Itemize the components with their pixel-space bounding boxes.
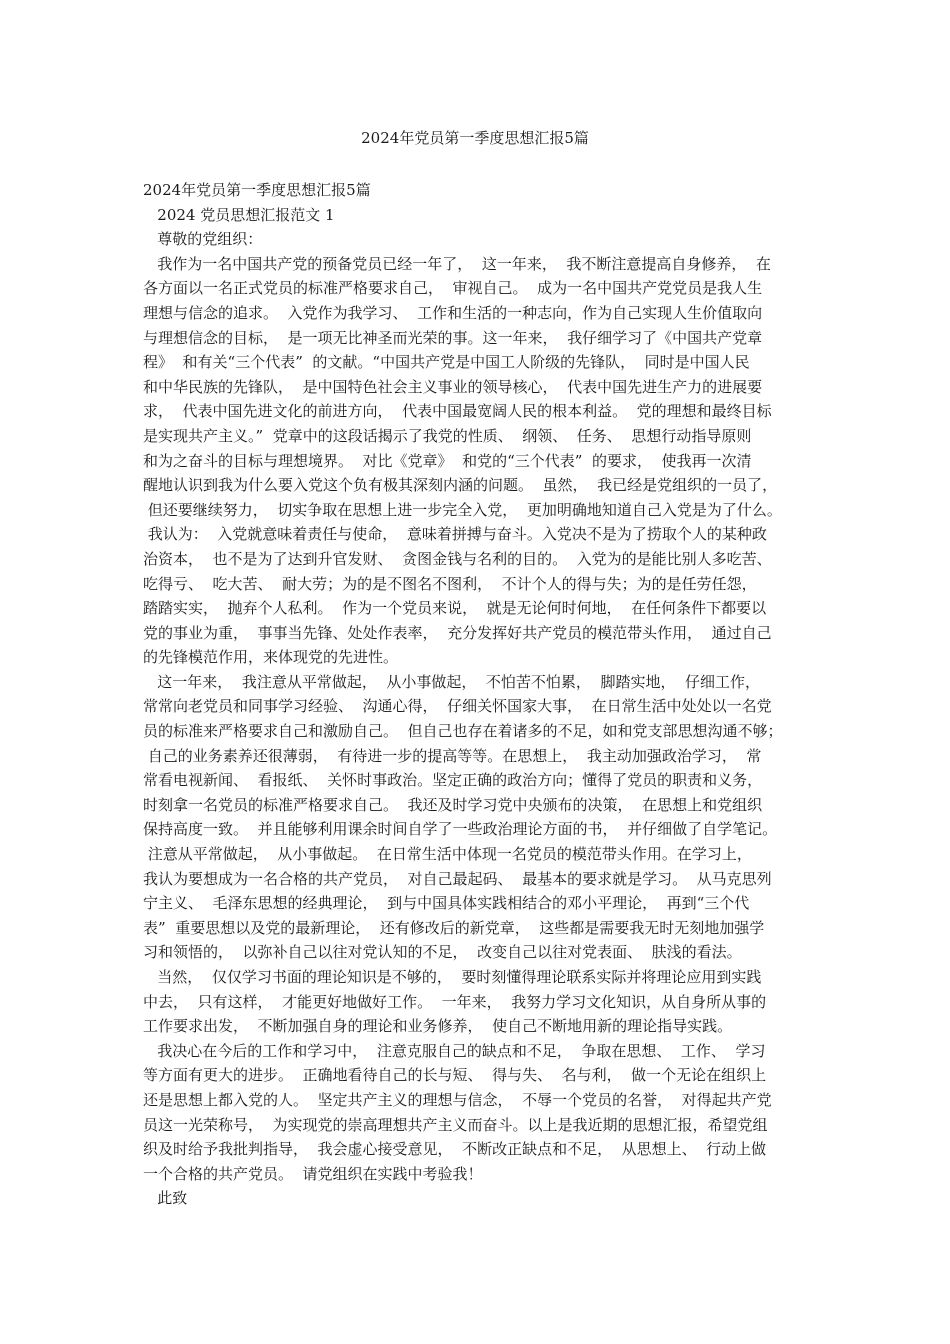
- body-line: 还是思想上都入党的人。 坚定共产主义的理想与信念， 不辱一个党员的名誉， 对得起共产党: [143, 1090, 772, 1109]
- body-line: 我决心在今后的工作和学习中， 注意克服自己的缺点和不足， 争取在思想、 工作、 学习: [143, 1041, 766, 1060]
- document-body: [143, 178, 843, 1211]
- body-line: 理想与信念的追求。 入党作为我学习、 工作和生活的一种志向，作为自己实现人生价值取向: [143, 303, 763, 322]
- body-line: 当然， 仅仅学习书面的理论知识是不够的， 要时刻懂得理论联系实际并将理论应用到实践: [143, 968, 762, 986]
- body-line: 2024 党员思想汇报范文 1: [143, 205, 335, 224]
- body-line: 此致: [143, 1189, 188, 1208]
- body-line: 和中华民族的先锋队， 是中国特色社会主义事业的领导核心， 代表中国先进生产力的进展要: [143, 377, 763, 396]
- body-line: 保持高度一致。 并且能够利用课余时间自学了一些政治理论方面的书， 并仔细做了自学笔记。: [143, 820, 778, 839]
- body-line: 我作为一名中国共产党的预备党员已经一年了， 这一年来， 我不断注意提高自身修养， 在: [143, 254, 771, 273]
- body-line: 尊敬的党组织：: [143, 230, 263, 249]
- body-line: 自己的业务素养还很薄弱， 有待进一步的提高等等。在思想上， 我主动加强政治学习， 常: [143, 746, 762, 765]
- body-line: 常常向老党员和同事学习经验、 沟通心得， 仔细关怀国家大事， 在日常生活中处处以一名党: [143, 697, 772, 716]
- body-line: 2024年党员第一季度思想汇报5篇: [143, 181, 371, 199]
- body-line: 是实现共产主义。” 党章中的这段话揭示了我党的性质、 纲领、 任务、 思想行动指导原则: [143, 426, 752, 445]
- body-line: 习和领悟的， 以弥补自己以往对党认知的不足， 改变自己以往对党表面、 肤浅的看法。: [143, 943, 742, 962]
- body-line: 注意从平常做起， 从小事做起。 在日常生活中体现一名党员的模范带头作用。在学习上，: [143, 845, 752, 864]
- body-line: 时刻拿一名党员的标准严格要求自己。 我还及时学习党中央颁布的决策， 在思想上和党组织: [143, 795, 763, 814]
- body-line: 我认为： 入党就意味着责任与使命， 意味着拼搏与奋斗。入党决不是为了捞取个人的某种政: [143, 525, 767, 544]
- body-line: 和为之奋斗的目标与理想境界。 对比《党章》 和党的“三个代表” 的要求， 使我再一次清: [143, 451, 752, 470]
- body-line: 表” 重要思想以及党的最新理论， 还有修改后的新党章， 这些都是需要我无时无刻地加强学: [143, 918, 765, 937]
- body-line: 等方面有更大的进步。 正确地看待自己的长与短、 得与失、 名与利， 做一个无论在组织上: [143, 1066, 767, 1085]
- body-line: 织及时给予我批判指导， 我会虚心接受意见， 不断改正缺点和不足， 从思想上、 行动上做: [143, 1140, 767, 1159]
- body-line: 我认为要想成为一名合格的共产党员， 对自己最起码、 最基本的要求就是学习。 从马克思列: [143, 869, 772, 888]
- body-line: 醒地认识到我为什么要入党这个负有极其深刻内涵的问题。 虽然， 我已经是党组织的一员了，: [143, 476, 778, 495]
- body-line: 程》 和有关“三个代表” 的文献。“中国共产党是中国工人阶级的先锋队， 同时是中国人民: [143, 353, 750, 372]
- body-line: 宁主义、 毛泽东思想的经典理论， 到与中国具体实践相结合的邓小平理论， 再到“三个代: [143, 894, 750, 913]
- body-line: 与理想信念的目标， 是一项无比神圣而光荣的事。这一年来， 我仔细学习了《中国共产党章: [143, 328, 763, 347]
- body-line: 工作要求出发， 不断加强自身的理论和业务修养， 使自己不断地用新的理论指导实践。: [143, 1017, 733, 1036]
- body-line: 员这一光荣称号， 为实现党的崇高理想共产主义而奋斗。以上是我近期的思想汇报，希望党组: [143, 1115, 768, 1134]
- body-line: 治资本， 也不是为了达到升官发财、 贪图金钱与名利的目的。 入党为的是能比别人多吃苦、: [143, 549, 772, 568]
- body-line: 吃得亏、 吃大苦、 耐大劳；为的是不图名不图利， 不计个人的得与失；为的是任劳任怨，: [143, 574, 757, 593]
- body-line: 的先锋模范作用，来体现党的先进性。: [143, 648, 399, 667]
- body-line: 员的标准来严格要求自己和激励自己。 但自己也存在着诸多的不足，如和党支部思想沟通不够；: [143, 722, 783, 741]
- body-line: 求， 代表中国先进文化的前进方向， 代表中国最宽阔人民的根本利益。 党的理想和最终目标: [143, 402, 772, 421]
- body-line: 中去， 只有这样， 才能更好地做好工作。 一年来， 我努力学习文化知识，从自身所从事的: [143, 992, 767, 1011]
- body-line: 但还要继续努力， 切实争取在思想上进一步完全入党， 更加明确地知道自己入党是为了什么。: [143, 500, 782, 519]
- body-line: 党的事业为重， 事事当先锋、处处作表率， 充分发挥好共产党员的模范带头作用， 通过自己: [143, 623, 772, 642]
- body-line: 常看电视新闻、 看报纸、 关怀时事政治。坚定正确的政治方向；懂得了党员的职责和义务，: [143, 771, 763, 790]
- body-line: 一个合格的共产党员。 请党组织在实践中考验我！: [143, 1164, 483, 1183]
- body-line: 各方面以一名正式党员的标准严格要求自己， 审视自己。 成为一名中国共产党党员是我人生: [143, 279, 763, 298]
- document-title: 2024年党员第一季度思想汇报5篇: [361, 129, 589, 147]
- body-line: 这一年来， 我注意从平常做起， 从小事做起， 不怕苦不怕累， 脚踏实地， 仔细工作，: [143, 672, 760, 691]
- body-line: 踏踏实实， 抛弃个人私利。 作为一个党员来说， 就是无论何时何地， 在任何条件下都要以: [143, 599, 767, 618]
